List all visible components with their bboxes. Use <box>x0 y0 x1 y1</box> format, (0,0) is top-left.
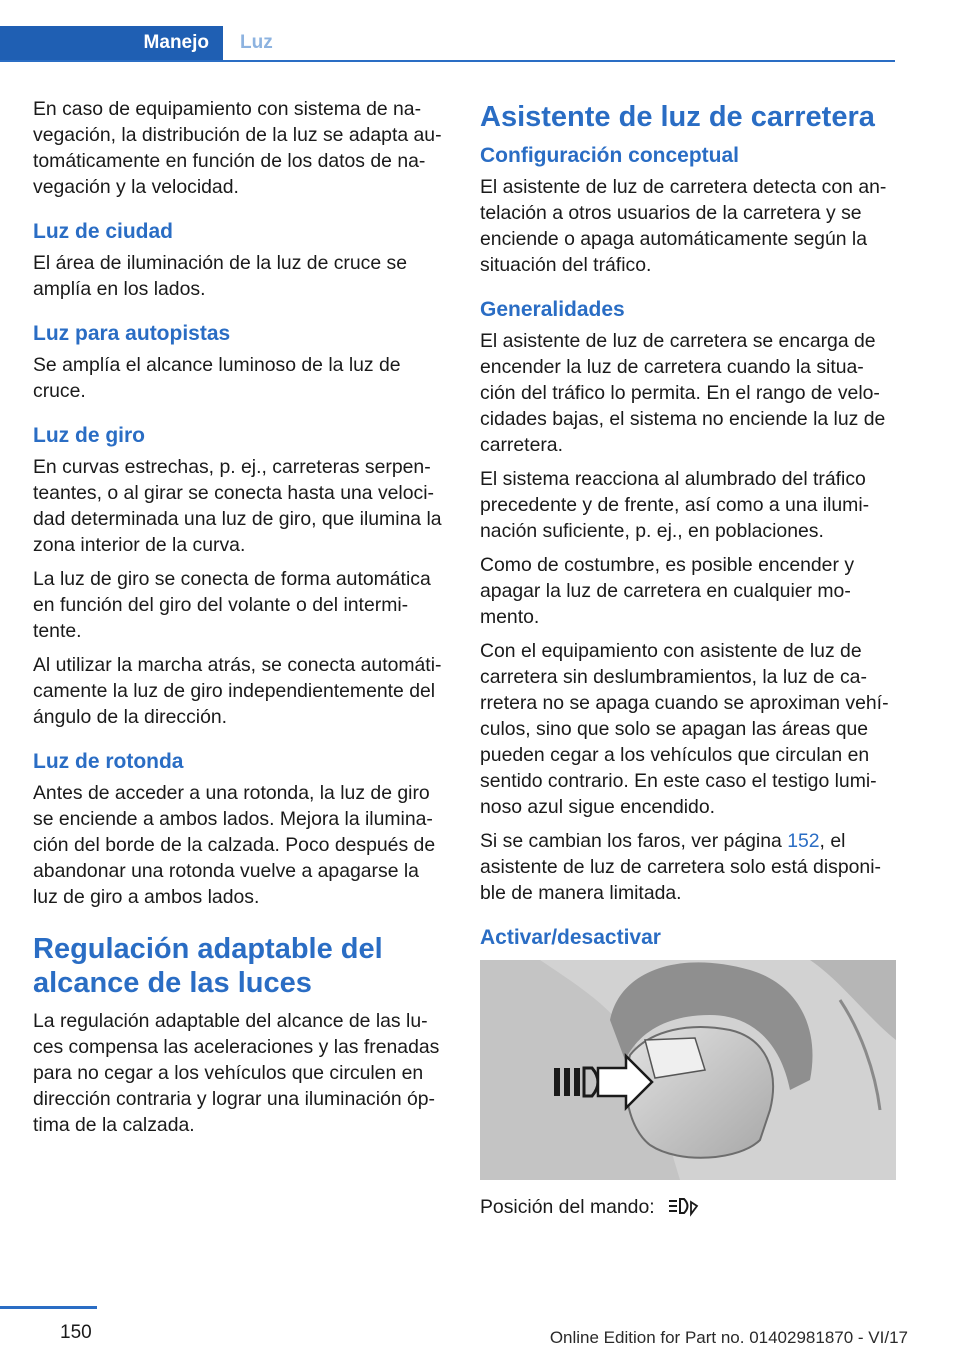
turn-light-text-3: Al utilizar la marcha atrás, se conecta automáti-camente la luz de giro independientemente del ángulo de la dirección. <box>33 654 442 728</box>
general-text-2: El sistema reacciona al alumbrado del tráfico precedente y de frente, así como a una ilumi-nación suficiente, p. ej., en poblaciones. <box>480 468 870 542</box>
stalk-drawing <box>480 960 896 1180</box>
header-divider <box>0 60 895 62</box>
right-column <box>480 96 896 1220</box>
left-column <box>33 96 448 1146</box>
edition-note: Online Edition for Part no. 01402981870 - VI/17 <box>549 1328 908 1347</box>
high-beam-assistant-heading: Asistente de luz de carretera <box>480 101 875 133</box>
tab-manejo[interactable]: Manejo <box>0 26 223 60</box>
page-number: 150 <box>60 1322 92 1343</box>
general-text-5-pre: Si se cambian los faros, ver página <box>480 830 788 852</box>
general-text-5 <box>480 828 896 906</box>
motorway-light-text: Se amplía el alcance luminoso de la luz de cruce. <box>33 354 401 402</box>
adaptive-range-text: La regulación adaptable del alcance de las lu-ces compensa las aceleraciones y las frenadas para no cegar a los vehículos que circulen en dirección contraria y lograr una iluminación óp-tima de la calzada. <box>33 1010 440 1136</box>
tab-luz[interactable]: Luz <box>240 32 273 53</box>
turn-light-text-1: En curvas estrechas, p. ej., carreteras serpen-teantes, o al girar se conecta hasta una veloci-dad determinada una luz de giro, que ilumina la zona interior de la curva. <box>33 456 442 556</box>
general-text-1: El asistente de luz de carretera se encarga de encender la luz de carretera cuando la situa-ción del tráfico lo permita. En el rango de velo-cidades bajas, el sistema no enciende la luz de carretera. <box>480 330 886 456</box>
general-heading: Generalidades <box>480 298 625 321</box>
motorway-light-heading: Luz para autopistas <box>33 322 231 345</box>
general-text-5-post: , el asistente de luz de carretera solo está disponi-ble de manera limitada. <box>480 830 881 904</box>
roundabout-light-text: Antes de acceder a una rotonda, la luz de giro se enciende a ambos lados. Mejora la ilumina-ción del borde de la calzada. Poco después de abandonar una rotonda vuelve a apagarse la luz de giro a ambos lados. <box>33 782 436 908</box>
general-text-4: Con el equipamiento con asistente de luz de carretera sin deslumbramientos, la luz de ca-rretera no se apaga cuando se aproximan vehí-culos, sino que solo se apagan las áreas que pueden cegar a los vehículos que circulan en sentido contrario. En este caso el testigo lumi-noso azul sigue encendido. <box>480 640 889 818</box>
turn-light-text-2: La luz de giro se conecta de forma automática en función del giro del volante o del intermi-tente. <box>33 568 431 642</box>
intro-paragraph: En caso de equipamiento con sistema de na-vegación, la distribución de la luz se adapta au-tomáticamente en función de los datos de na-vegación y la velocidad. <box>33 98 442 198</box>
page-link-152[interactable]: 152 <box>787 830 820 852</box>
turn-light-heading: Luz de giro <box>33 424 145 447</box>
stalk-illustration <box>480 960 896 1180</box>
figure-caption <box>480 1194 896 1220</box>
city-light-heading: Luz de ciudad <box>33 220 174 243</box>
city-light-text: El área de iluminación de la luz de cruce se amplía en los lados. <box>33 252 408 300</box>
adaptive-range-heading: Regulación adaptable del alcance de las luces <box>33 933 383 999</box>
high-beam-assistant-icon <box>667 1196 703 1218</box>
roundabout-light-heading: Luz de rotonda <box>33 750 184 773</box>
general-text-3: Como de costumbre, es posible encender y apagar la luz de carretera en cualquier mo-mento. <box>480 554 855 628</box>
concept-text: El asistente de luz de carretera detecta con an-telación a otros usuarios de la carretera y se enciende o apaga automáticamente según la situación del tráfico. <box>480 176 887 276</box>
page-header <box>0 26 895 62</box>
activate-heading: Activar/desactivar <box>480 926 661 949</box>
caption-text: Posición del mando: <box>480 1196 655 1218</box>
concept-heading: Configuración conceptual <box>480 144 740 167</box>
footer-divider <box>0 1306 97 1309</box>
